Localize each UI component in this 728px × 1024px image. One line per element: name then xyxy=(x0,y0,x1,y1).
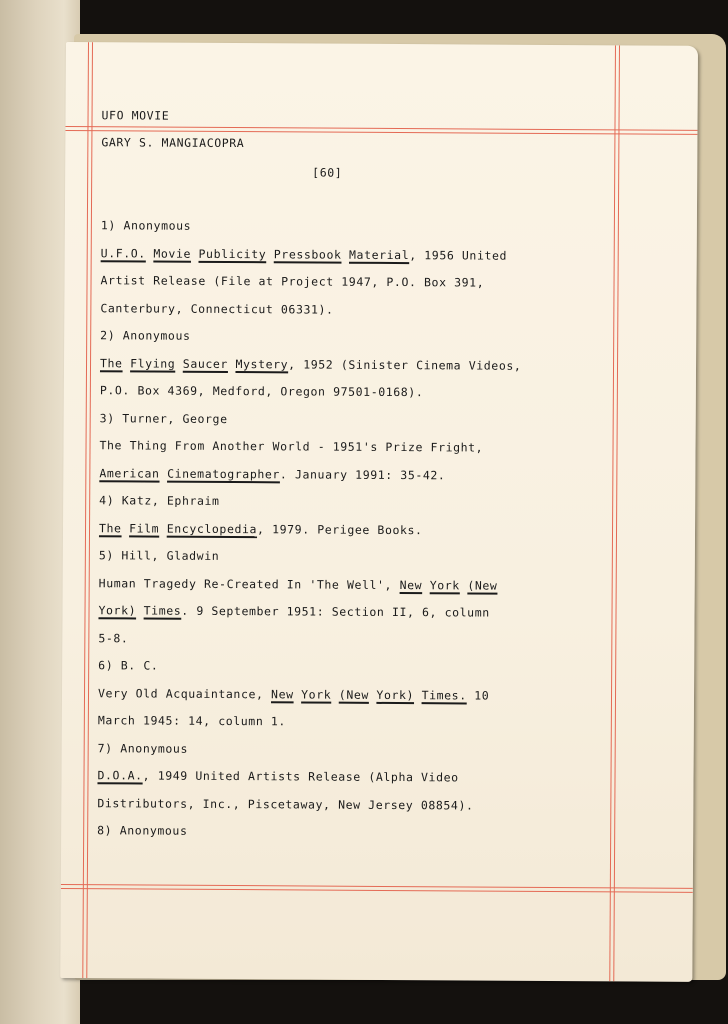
underlined-title-word: New xyxy=(271,686,294,701)
citation-text xyxy=(146,246,154,260)
citation-text: Artist Release (File at Project 1947, P.O. Box 391, xyxy=(100,273,485,290)
entry-author: Turner, George xyxy=(122,410,228,426)
entry-citation-line xyxy=(100,301,333,316)
citation-text xyxy=(159,521,167,535)
underlined-title-word: The xyxy=(99,355,123,370)
underlined-title-word: The xyxy=(98,520,122,535)
citation-text: Canterbury, Connecticut 06331). xyxy=(100,300,334,317)
entry-author: Anonymous xyxy=(120,740,189,756)
top-margin-line-double xyxy=(65,130,697,135)
underlined-title-word: U.F.O. xyxy=(100,245,146,260)
entry-citation-line xyxy=(98,603,489,619)
citation-text: The Thing From Another World - 1951's Prize Fright, xyxy=(99,438,484,455)
underlined-title-word: York xyxy=(301,686,332,702)
entry-number: 3) xyxy=(99,410,115,425)
entry-author: Anonymous xyxy=(123,218,192,233)
entry-citation-line xyxy=(99,438,483,454)
underlined-title-word: (New xyxy=(467,577,498,593)
underlined-title-word: Encyclopedia xyxy=(166,521,258,536)
entry-heading xyxy=(98,658,158,672)
manuscript-page xyxy=(60,42,698,982)
underlined-title-word: Mystery xyxy=(235,356,289,371)
underlined-title-word: Film xyxy=(129,520,160,536)
entry-heading xyxy=(99,493,219,508)
entry-number: 2) xyxy=(100,328,116,343)
citation-text: , 1952 (Sinister Cinema Videos, xyxy=(288,356,522,373)
entry-citation-line xyxy=(100,356,521,373)
underlined-title-word: New xyxy=(399,577,423,592)
citation-text: March 1945: 14, column 1. xyxy=(97,713,286,729)
underlined-title-word: Movie xyxy=(153,246,192,261)
page-number: [60] xyxy=(312,165,343,180)
entry-citation-line xyxy=(100,383,424,399)
citation-text: , 1956 United xyxy=(409,247,508,263)
entry-citation-line xyxy=(97,768,458,784)
underlined-title-word: Flying xyxy=(130,355,176,371)
entry-author: Anonymous xyxy=(122,328,191,343)
entry-citation-line xyxy=(99,466,445,482)
underlined-title-word: Times xyxy=(143,603,182,618)
document-author: GARY S. MANGIACOPRA xyxy=(101,135,245,151)
underlined-title-word: Times. xyxy=(421,687,467,702)
citation-text xyxy=(414,688,422,702)
citation-text: 10 xyxy=(466,687,490,703)
citation-text: Human Tragedy Re-Created In 'The Well', xyxy=(98,575,400,592)
citation-text xyxy=(460,578,468,592)
entry-heading xyxy=(97,823,187,838)
entry-number: 8) xyxy=(97,823,113,838)
underlined-title-word: Material xyxy=(349,247,410,262)
entry-heading xyxy=(100,328,190,343)
entry-citation-line xyxy=(98,713,286,728)
citation-text: 5-8. xyxy=(98,630,129,645)
citation-text: . 9 September 1951: Section II, 6, column xyxy=(181,603,490,620)
citation-text: . January 1991: 35-42. xyxy=(279,466,446,482)
entry-citation-line xyxy=(97,796,473,812)
underlined-title-word: Cinematographer xyxy=(167,466,281,481)
entry-number: 7) xyxy=(97,740,113,755)
underlined-title-word: York) xyxy=(376,687,415,702)
citation-text: , 1949 United Artists Release (Alpha Video xyxy=(142,768,459,785)
entry-number: 5) xyxy=(98,548,114,563)
underlined-title-word: D.O.A. xyxy=(97,768,143,783)
underlined-title-word: Publicity xyxy=(198,246,267,261)
entry-citation-line xyxy=(98,631,128,645)
citation-text: Very Old Acquaintance, xyxy=(97,685,272,701)
entry-author: Anonymous xyxy=(119,823,188,838)
entry-author: Hill, Gladwin xyxy=(121,548,220,563)
underlined-title-word: Pressbook xyxy=(273,246,342,262)
entry-citation-line xyxy=(98,686,489,702)
entry-number: 4) xyxy=(99,493,115,508)
citation-text: P.O. Box 4369, Medford, Oregon 97501-0168). xyxy=(99,383,424,400)
underlined-title-word: American xyxy=(99,465,160,481)
document-title: UFO MOVIE xyxy=(101,108,170,123)
entry-citation-line xyxy=(101,273,485,289)
bottom-margin-line-double xyxy=(61,888,693,893)
entry-citation-line xyxy=(99,576,498,592)
underlined-title-word: Saucer xyxy=(182,356,229,371)
citation-text xyxy=(331,687,339,701)
entry-heading xyxy=(99,548,219,563)
underlined-title-word: (New xyxy=(338,687,369,702)
citation-text xyxy=(175,356,183,370)
entry-author: Katz, Ephraim xyxy=(121,493,220,508)
entry-citation-line xyxy=(101,246,507,262)
entry-number: 1) xyxy=(100,218,116,233)
entry-heading xyxy=(101,218,191,233)
citation-text xyxy=(191,246,199,260)
entry-heading xyxy=(98,741,188,756)
citation-text xyxy=(422,578,430,592)
underlined-title-word: York xyxy=(429,577,460,592)
entry-citation-line xyxy=(99,521,423,537)
entry-heading xyxy=(100,411,228,426)
underlined-title-word: York) xyxy=(98,603,137,618)
citation-text xyxy=(160,466,168,480)
citation-text: Distributors, Inc., Piscetaway, New Jersey 08854). xyxy=(97,795,474,813)
citation-text: , 1979. Perigee Books. xyxy=(257,521,423,537)
entry-author: B. C. xyxy=(120,658,159,673)
entry-number: 6) xyxy=(98,658,114,673)
